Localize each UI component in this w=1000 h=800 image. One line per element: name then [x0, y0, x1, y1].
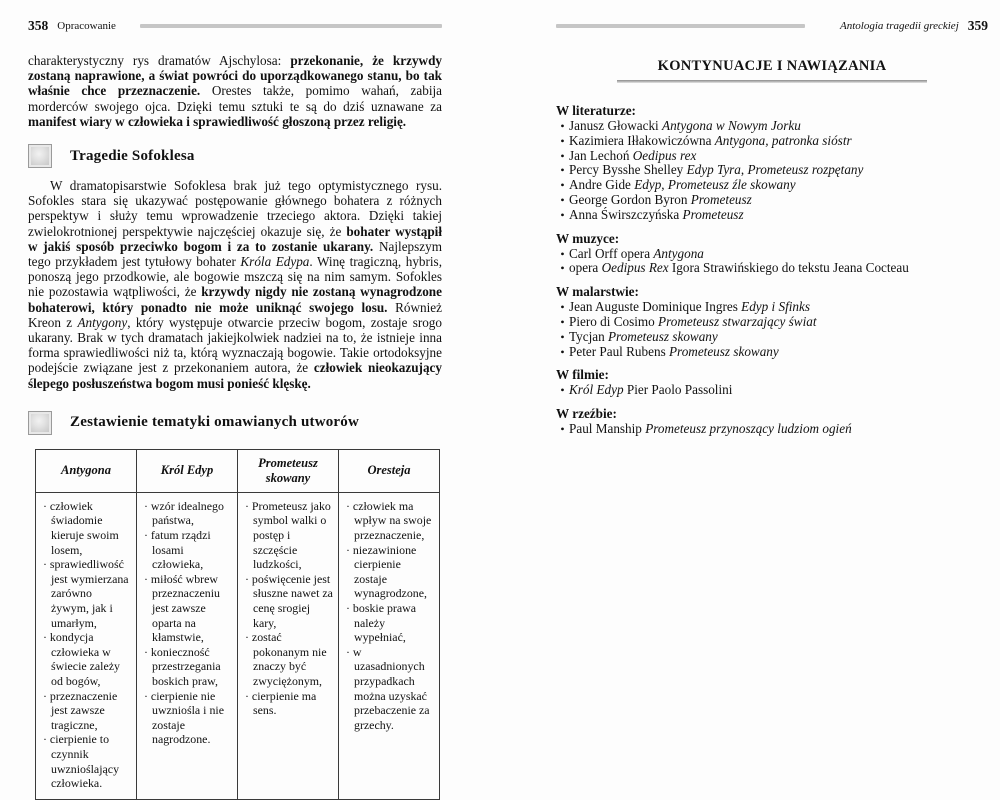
table-bullet-item: · w uzasadnionych przypadkach można uzyskać przebaczenie za grzechy.	[346, 644, 430, 732]
text-run: Oedipus rex	[632, 147, 697, 163]
table-bullet-item: · niezawinione cierpienie zostaje wynagrodzone,	[346, 542, 427, 601]
text-run: Króla Edypa	[240, 254, 310, 270]
work-list-item	[556, 247, 988, 262]
work-list-item	[556, 330, 988, 345]
text-run: Prometeusz	[690, 191, 752, 207]
bullet-icon: •	[560, 246, 565, 261]
text-run: Percy Bysshe Shelley	[569, 162, 687, 178]
text-run: ,	[661, 177, 668, 193]
category-label: W muzyce:	[556, 230, 620, 246]
category-section	[556, 367, 988, 398]
text-run: Kazimiera Iłłakowiczówna	[569, 132, 715, 148]
bullet-icon: •	[560, 314, 565, 329]
left-page-number: 358	[28, 18, 49, 33]
work-list-item	[556, 193, 988, 208]
text-run: Oedipus Rex	[601, 260, 669, 276]
table-body-row	[36, 492, 440, 799]
text-run: Jan Lechoń	[569, 147, 633, 163]
chapter-title-rule	[617, 80, 927, 83]
table-bullet-item: · miłość wbrew przeznaczeniu jest zawsze oparta na kłamstwie,	[144, 571, 220, 645]
text-run: Piero di Cosimo	[569, 313, 659, 329]
bullet-icon: •	[560, 192, 565, 207]
bullet-icon: •	[560, 163, 565, 178]
text-run: Edyp	[634, 177, 662, 193]
work-list-item	[556, 422, 988, 437]
bullet-icon: •	[560, 300, 565, 315]
text-run: Pier Paolo Passolini	[623, 382, 733, 398]
section-ornament-icon	[28, 144, 52, 168]
text-run: W dramatopisarstwie Sofoklesa brak już tego optymistycznego rysu. Sofokles stara się ukazywać postępowanie głównego bohatera z różnych perspektyw i służy temu wprowadzenie trzeciego aktora. Dzięki takiej zwielokrotnionej perspektywie najczęściej okazuje się, że	[28, 178, 442, 239]
text-run: Paul Manship	[569, 421, 646, 437]
text-run: Peter Paul Rubens	[569, 343, 669, 359]
right-page-number: 359	[967, 18, 988, 33]
bullet-icon: •	[560, 261, 565, 276]
work-item-text	[569, 300, 988, 315]
table-bullet-item: · człowiek świadomie kieruje swoim losem,	[43, 498, 119, 557]
work-list-item	[556, 383, 988, 398]
text-run: bohater wystąpił w jakiś sposób przeciwko bogom i za to zostanie ukarany.	[28, 223, 442, 254]
table-bullet-item: · zostać pokonanym nie znaczy być zwyciężonym,	[245, 630, 327, 688]
table-bullet-item: · przeznaczenie jest zawsze tragiczne,	[43, 688, 118, 732]
table-column-prometeusz	[238, 492, 339, 799]
text-run: Prometeusz skowany	[669, 343, 779, 359]
table-bullet-item: · kondycja człowieka w świecie zależy od bogów,	[43, 630, 120, 688]
category-label: W filmie:	[556, 367, 609, 383]
sofokles-paragraph	[28, 178, 442, 391]
text-run: ,	[740, 162, 748, 178]
bullet-icon: •	[560, 119, 565, 133]
text-run: charakterystyczny rys dramatów Ajschylosa:	[28, 53, 291, 68]
text-run: Edyp i Sfinks	[741, 299, 810, 315]
category-label: W literaturze:	[556, 103, 636, 118]
text-run: Prometeusz źle skowany	[667, 177, 796, 193]
text-run: Antygona	[653, 245, 704, 261]
work-item-text	[569, 163, 988, 178]
table-column-krol-edyp	[137, 492, 238, 799]
work-item-text	[569, 149, 988, 164]
section-title: Zestawienie tematyki omawianych utworów	[70, 414, 360, 431]
work-item-text	[569, 330, 988, 345]
bullet-icon: •	[560, 422, 565, 437]
work-item-text	[569, 134, 988, 149]
text-run: Prometeusz rozpętany	[747, 162, 864, 178]
text-run: Prometeusz skowany	[608, 328, 718, 344]
text-run: Edyp Tyra	[686, 162, 741, 178]
text-run: Tycjan	[569, 328, 608, 344]
category-label: W malarstwie:	[556, 284, 639, 300]
text-run: Antygona w Nowym Jorku	[662, 118, 801, 133]
work-item-text	[569, 261, 988, 276]
table-bullet-item: · boskie prawa należy wypełniać,	[346, 601, 416, 645]
table-bullet-item: · człowiek ma wpływ na swoje przeznaczenie,	[346, 498, 432, 543]
text-run: Prometeusz stwarzający świat	[658, 313, 817, 329]
text-run: George Gordon Byron	[569, 191, 691, 207]
text-run: Anna Świrszczyńska	[569, 206, 683, 222]
text-run: Igora Strawińskiego do tekstu Jeana Cocteau	[668, 260, 909, 276]
work-list-item	[556, 163, 988, 178]
table-header-antygona: Antygona	[36, 449, 137, 492]
left-header-rule	[140, 24, 442, 28]
work-list-item	[556, 134, 988, 149]
category-section	[556, 231, 988, 277]
chapter-title: KONTYNUACJE I NAWIĄZANIA	[657, 58, 887, 74]
table-bullet-item: · konieczność przestrzegania boskich praw,	[144, 644, 221, 688]
text-run: Prometeusz	[682, 206, 744, 222]
themes-comparison-table	[35, 449, 440, 800]
text-run: Antygony	[77, 314, 128, 330]
table-header-krol-edyp: Król Edyp	[137, 449, 238, 492]
chapter-title-block	[617, 58, 927, 83]
category-section	[556, 103, 988, 223]
text-run: manifest wiary w człowieka i sprawiedliwość głoszoną przez religię.	[28, 113, 407, 129]
continuations-list	[556, 103, 988, 437]
section-heading-zestawienie	[28, 411, 442, 435]
right-running-header	[556, 18, 988, 34]
work-item-text	[569, 247, 988, 262]
work-list-item	[556, 178, 988, 193]
right-header-rule	[556, 24, 805, 28]
table-header-oresteja: Oresteja	[339, 449, 440, 492]
text-run: Andre Gide	[569, 177, 635, 193]
work-list-item	[556, 345, 988, 360]
category-section	[556, 406, 988, 437]
text-run: Jean Auguste Dominique Ingres	[569, 299, 742, 315]
left-running-header	[28, 18, 442, 34]
work-item-text	[569, 345, 988, 360]
bullet-icon: •	[560, 383, 565, 398]
category-label: W rzeźbie:	[556, 406, 617, 422]
work-item-text	[569, 422, 988, 437]
table-bullet-item: · Prometeusz jako symbol walki o postęp i szczęście ludzkości,	[245, 498, 331, 572]
table-bullet-item: · cierpienie ma sens.	[245, 688, 317, 718]
work-item-text	[569, 315, 988, 330]
table-bullet-item: · sprawiedliwość jest wymierzana zarówno żywym, jak i umarłym,	[43, 557, 129, 630]
text-run: Prometeusz przynoszący ludziom ogień	[645, 421, 852, 437]
work-list-item	[556, 208, 988, 223]
work-list-item	[556, 261, 988, 276]
table-bullet-item: · fatum rządzi losami człowieka,	[144, 528, 211, 572]
work-item-text	[569, 383, 988, 398]
table-header-row	[36, 449, 440, 492]
left-page	[28, 18, 442, 800]
work-item-text	[569, 208, 988, 223]
bullet-icon: •	[560, 133, 565, 148]
bullet-icon: •	[560, 178, 565, 193]
intro-paragraph	[28, 53, 442, 129]
table-bullet-item: · cierpienie to czynnik uwznioślający człowieka.	[43, 732, 120, 791]
section-heading-sofokles	[28, 144, 442, 168]
text-run: przekonanie, że krzywdy zostaną naprawione, a świat powróci do uporządkowanego stanu, bo tak właśnie chce przeznaczenie.	[28, 53, 442, 99]
table-bullet-item: · cierpienie nie uwzniośla i nie zostaje nagrodzone.	[144, 688, 224, 747]
text-run: , który występuje otwarcie przeciw bogom, zostaje srogo ukarany. Brak w tych dramatach jakiejkolwiek nadziei na to, że istnieje inna forma sprawiedliwości niż ta, którą wyznaczają bogowie. Takie ortodoksyjne podejście związane jest z przekonaniem autora, że	[28, 314, 442, 376]
section-title: Tragedie Sofoklesa	[70, 147, 195, 164]
work-item-text	[569, 178, 988, 193]
text-run: . Winę tragiczną, hybris, ponoszą jego przodkowie, ale bogowie mszczą się na nim samym. Sofokles nie pozostawia wątpliwości, że	[28, 254, 442, 300]
text-run: człowiek nieokazujący ślepego posłuszeństwa bogom musi ponieść klęskę.	[28, 360, 442, 391]
text-run: Również Kreon z	[28, 299, 442, 330]
work-list-item	[556, 315, 988, 330]
text-run: Carl Orff opera	[569, 245, 654, 261]
table-header-prometeusz: Prometeusz skowany	[238, 449, 339, 492]
table-bullet-item: · poświęcenie jest słuszne nawet za cenę srogiej kary,	[245, 571, 333, 630]
work-list-item	[556, 119, 988, 134]
text-run: Najlepszym tego przykładem jest tytułowy bohater	[28, 238, 442, 270]
table-column-oresteja	[339, 492, 440, 799]
work-list-item	[556, 300, 988, 315]
right-page	[556, 18, 988, 437]
table-column-antygona	[36, 492, 137, 799]
text-run: krzywdy nigdy nie zostaną wynagrodzone bohaterowi, który ponadto nie może uniknąć swojego losu.	[28, 284, 442, 315]
text-run: Janusz Głowacki	[569, 118, 663, 133]
work-item-text	[569, 119, 988, 134]
bullet-icon: •	[560, 329, 565, 344]
text-run: Król Edyp	[569, 382, 624, 398]
work-list-item	[556, 149, 988, 164]
bullet-icon: •	[560, 344, 565, 359]
bullet-icon: •	[560, 207, 565, 222]
right-running-label: Antologia tragedii greckiej	[840, 20, 959, 32]
text-run: Antygona, patronka sióstr	[714, 132, 852, 148]
text-run: Orestes także, pomimo wahań, zabija morderców swojego ojca. Dzięki temu sztuki te są do dziś uznawane za	[28, 83, 443, 114]
table-bullet-item: · wzór idealnego państwa,	[144, 498, 224, 528]
category-section	[556, 284, 988, 359]
text-run: opera	[569, 260, 602, 276]
bullet-icon: •	[560, 148, 565, 163]
left-running-label: Opracowanie	[57, 20, 116, 32]
section-ornament-icon	[28, 411, 52, 435]
work-item-text	[569, 193, 988, 208]
